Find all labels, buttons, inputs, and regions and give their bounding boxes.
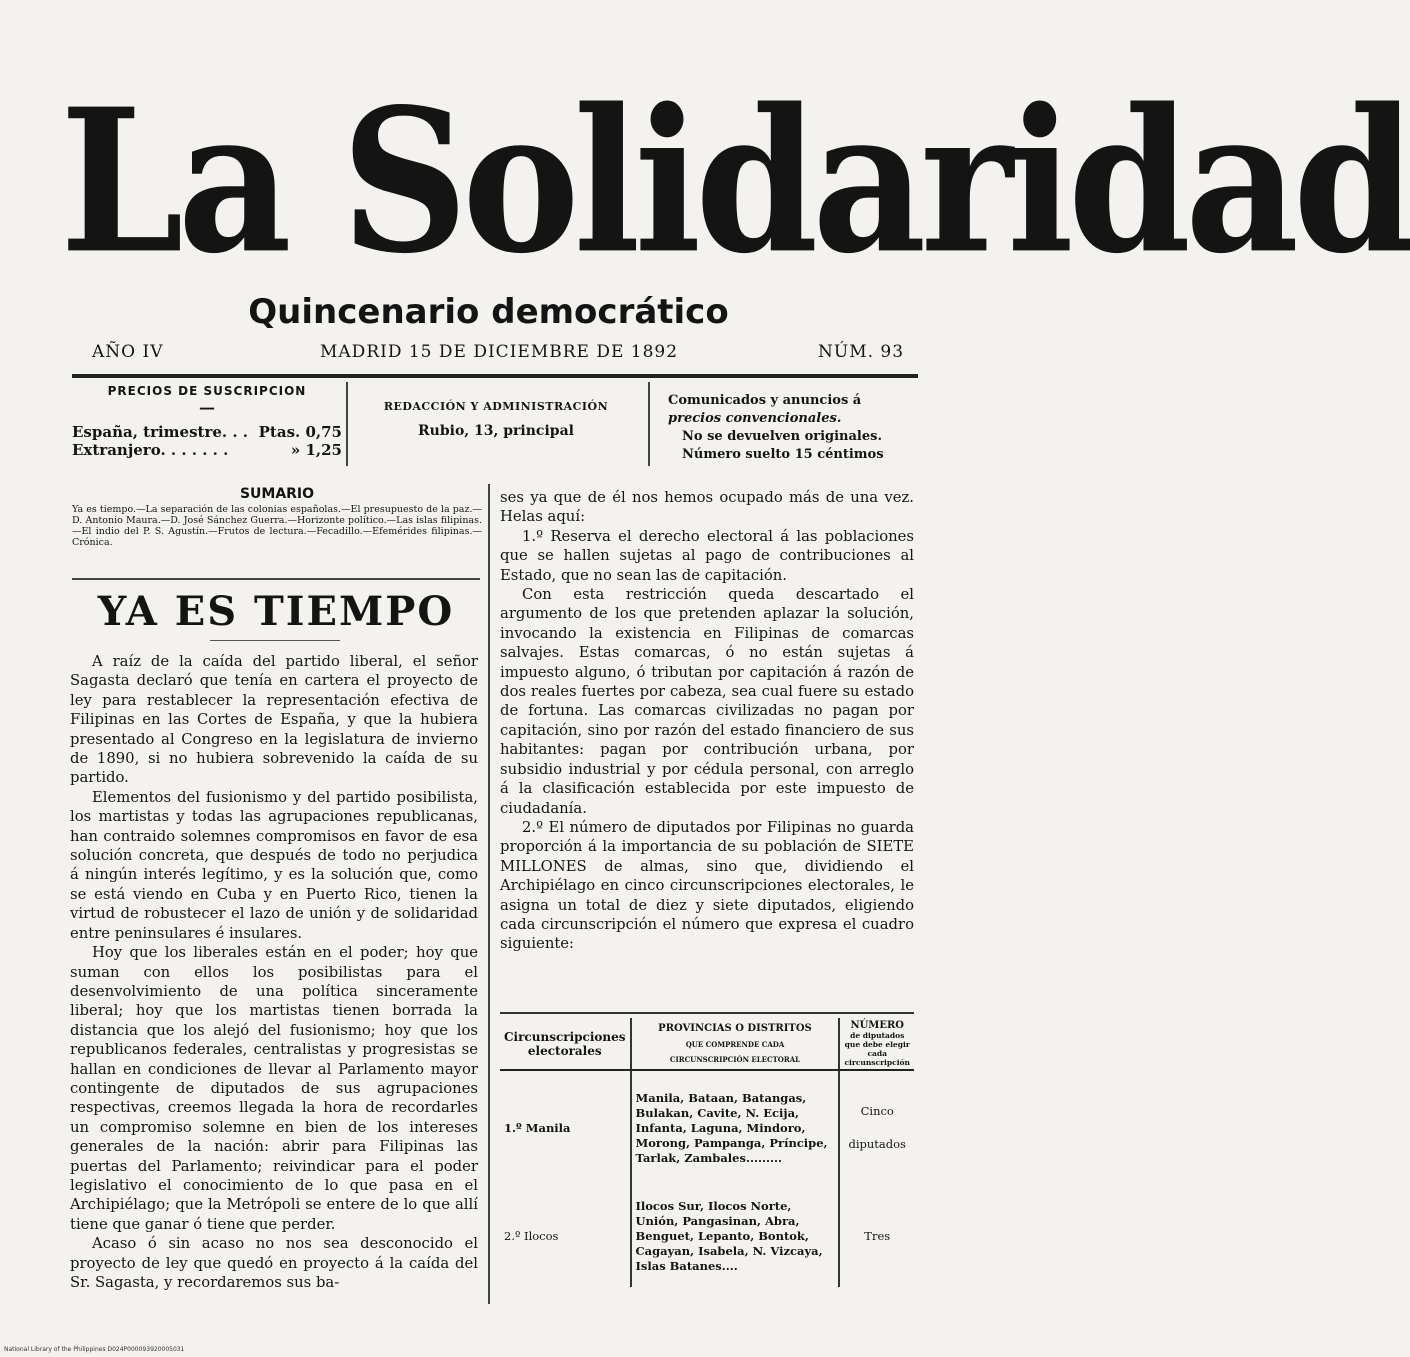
col-header-numero-main: NÚMERO bbox=[850, 1020, 905, 1031]
cell-circunscripcion: 1.º Manila bbox=[500, 1070, 631, 1185]
price-row-foreign bbox=[72, 441, 342, 459]
issue-date: MADRID 15 DE DICIEMBRE DE 1892 bbox=[320, 342, 679, 362]
price-value: » 1,25 bbox=[290, 441, 342, 459]
col-header-circunscripciones: Circunscripciones electorales bbox=[500, 1018, 631, 1070]
article-headline: YA ES TIEMPO bbox=[97, 588, 455, 635]
cell-numero bbox=[839, 1070, 914, 1185]
office-box bbox=[356, 400, 636, 439]
article-paragraph: Hoy que los liberales están en el poder; hoy que suman con ellos los posibilistas para el desenvolvimiento de una política sinceramente liberal; hoy que los martistas tienen borrada la distancia que los alejó del fusionismo; hoy que los republicanos federales, centralistas y progresistas se hallan en condiciones de llevar al Parlamento mayor contingente de diputados de sus agrupaciones respectivas, creemos llegada la hora de recordarles un compromiso solemne en bien de los intereses generales de la nación: abrir para Filipinas las puertas del Parlamento; reivindicar para el poder legislativo el conocimiento de lo que pasa en el Archipiélago; que la Metrópoli se entere de lo que allí tiene que ganar ó tiene que perder. bbox=[70, 944, 478, 1233]
price-label: España, trimestre. . . bbox=[72, 423, 249, 441]
issue-number: NÚM. 93 bbox=[818, 342, 905, 362]
cell-numero-unit: diputados bbox=[848, 1137, 906, 1151]
header-rule bbox=[72, 374, 918, 378]
office-title: REDACCIÓN Y ADMINISTRACIÓN bbox=[383, 400, 609, 413]
cell-numero bbox=[839, 1185, 914, 1287]
sumario-box bbox=[72, 486, 482, 548]
article-paragraph: 2.º El número de diputados por Filipinas no guarda proporción á la importancia de su población de SIETE MILLONES de almas, sino que, dividiendo el Archipiélago en cinco circunscripciones electorales, le asigna un total de diez y siete diputados, eligiendo cada circunscripción el número que expresa el cuadro siguiente: bbox=[500, 818, 914, 953]
notice-line: Número suelto 15 céntimos bbox=[682, 447, 884, 462]
price-label: Extranjero. . . . . . . bbox=[72, 441, 229, 459]
price-row-spain bbox=[72, 423, 342, 441]
col-header-provincias-sub: QUE COMPRENDE CADA bbox=[685, 1040, 785, 1049]
masthead-title: La Solidaridad bbox=[60, 65, 1410, 298]
cell-circunscripcion: 2.º Ilocos bbox=[500, 1185, 631, 1287]
price-value: Ptas. 0,75 bbox=[258, 423, 342, 441]
col-header-provincias-sub: CIRCUNSCRIPCIÓN ELECTORAL bbox=[669, 1055, 801, 1064]
notice-line: precios convencionales. bbox=[668, 411, 842, 426]
cell-numero-value: Cinco bbox=[860, 1104, 894, 1118]
col-header-provincias-main: PROVINCIAS O DISTRITOS bbox=[658, 1023, 812, 1034]
column-divider bbox=[346, 382, 348, 466]
col-header-provincias bbox=[631, 1018, 840, 1070]
column-divider bbox=[648, 382, 650, 466]
cell-provincias: Ilocos Sur, Ilocos Norte, Unión, Pangasinan, Abra, Benguet, Lepanto, Bontok, Cagayan, Isabela, N. Vizcaya, Islas Batanes.... bbox=[631, 1185, 840, 1287]
table-row bbox=[500, 1185, 914, 1287]
article-paragraph: 1.º Reserva el derecho electoral á las poblaciones que se hallen sujetas al pago de contribuciones al Estado, que no sean las de capitación. bbox=[500, 527, 914, 584]
cell-numero-value: Tres bbox=[864, 1228, 891, 1243]
issue-year: AÑO IV bbox=[92, 342, 164, 362]
notices-box bbox=[668, 392, 922, 464]
table-header-row bbox=[500, 1018, 914, 1070]
article-paragraph: Acaso ó sin acaso no nos sea desconocido el proyecto de ley que quedó en proyecto á la caída del Sr. Sagasta, y recordaremos sus ba- bbox=[70, 1235, 478, 1291]
table-row bbox=[500, 1070, 914, 1185]
sumario-rule bbox=[72, 578, 480, 580]
notice-line: Comunicados y anuncios á bbox=[668, 393, 862, 408]
sumario-title: SUMARIO bbox=[239, 486, 315, 502]
article-left-column bbox=[70, 652, 478, 1292]
col-header-numero bbox=[839, 1018, 914, 1070]
districts-table bbox=[500, 1018, 914, 1287]
sumario-text: Ya es tiempo.—La separación de las colonias españolas.—El presupuesto de la paz.—D. Antonio Maura.—D. José Sánchez Guerra.—Horizonte político.—Las islas filipinas.—El indio del P. S. Agustín.—Frutos de lectura.—Fecadillo.—Efemérides filipinas.—Crónica. bbox=[72, 504, 482, 548]
headline-rule bbox=[210, 640, 340, 641]
article-paragraph: Elementos del fusionismo y del partido posibilista, los martistas y todas las agrupaciones republicanas, han contraido solemnes compromisos en favor de esa solución concreta, que después de todo no perjudica á ningún interés legítimo, y es la solución que, como se está viendo en Cuba y en Puerto Rico, tienen la virtud de robustecer el lazo de unión y de solidaridad entre peninsulares é insulares. bbox=[70, 788, 478, 942]
prices-title: PRECIOS DE SUSCRIPCION bbox=[107, 384, 307, 398]
article-paragraph: ses ya que de él nos hemos ocupado más de una vez. Helas aquí: bbox=[500, 489, 914, 526]
col-header-numero-sub: de diputados que debe elegir cada circunscripción bbox=[844, 1031, 910, 1067]
article-paragraph: Con esta restricción queda descartado el argumento de los que pretenden aplazar la solución, invocando la existencia en Filipinas de comarcas salvajes. Estas comarcas, ó no están sujetas á impuesto alguno, ó tributan por capitación á razón de dos reales fuertes por cabeza, sea cual fuere su estado de fortuna. Las comarcas civilizadas no pagan por capitación, sino por razón del estado financiero de sus habitantes: pagan por contribución urbana, por subsidio industrial y por cédula personal, con arreglo á la clasificación establecida por este impuesto de ciudadanía. bbox=[500, 586, 914, 817]
article-paragraph: A raíz de la caída del partido liberal, el señor Sagasta declaró que tenía en cartera el proyecto de ley para restablecer la representación efectiva de Filipinas en las Cortes de España, y que la hubiera presentado al Congreso en la legislatura de invierno de 1890, si no hubiera sobrevenido la caída de su partido. bbox=[70, 653, 478, 787]
prices-dash: — bbox=[199, 398, 215, 417]
notice-line: No se devuelven originales. bbox=[682, 429, 882, 444]
office-address: Rubio, 13, principal bbox=[418, 423, 574, 439]
table-top-rule bbox=[500, 1012, 914, 1014]
article-right-column bbox=[500, 488, 914, 954]
prices-box bbox=[72, 384, 342, 459]
archive-footer: National Library of the Philippines D024P000093920005031 bbox=[4, 1346, 185, 1353]
masthead-subtitle: Quincenario democrático bbox=[248, 292, 729, 332]
column-divider bbox=[488, 484, 490, 1304]
cell-provincias: Manila, Bataan, Batangas, Bulakan, Cavite, N. Ecija, Infanta, Laguna, Mindoro, Morong, Pampanga, Príncipe, Tarlak, Zambales......... bbox=[631, 1070, 840, 1185]
